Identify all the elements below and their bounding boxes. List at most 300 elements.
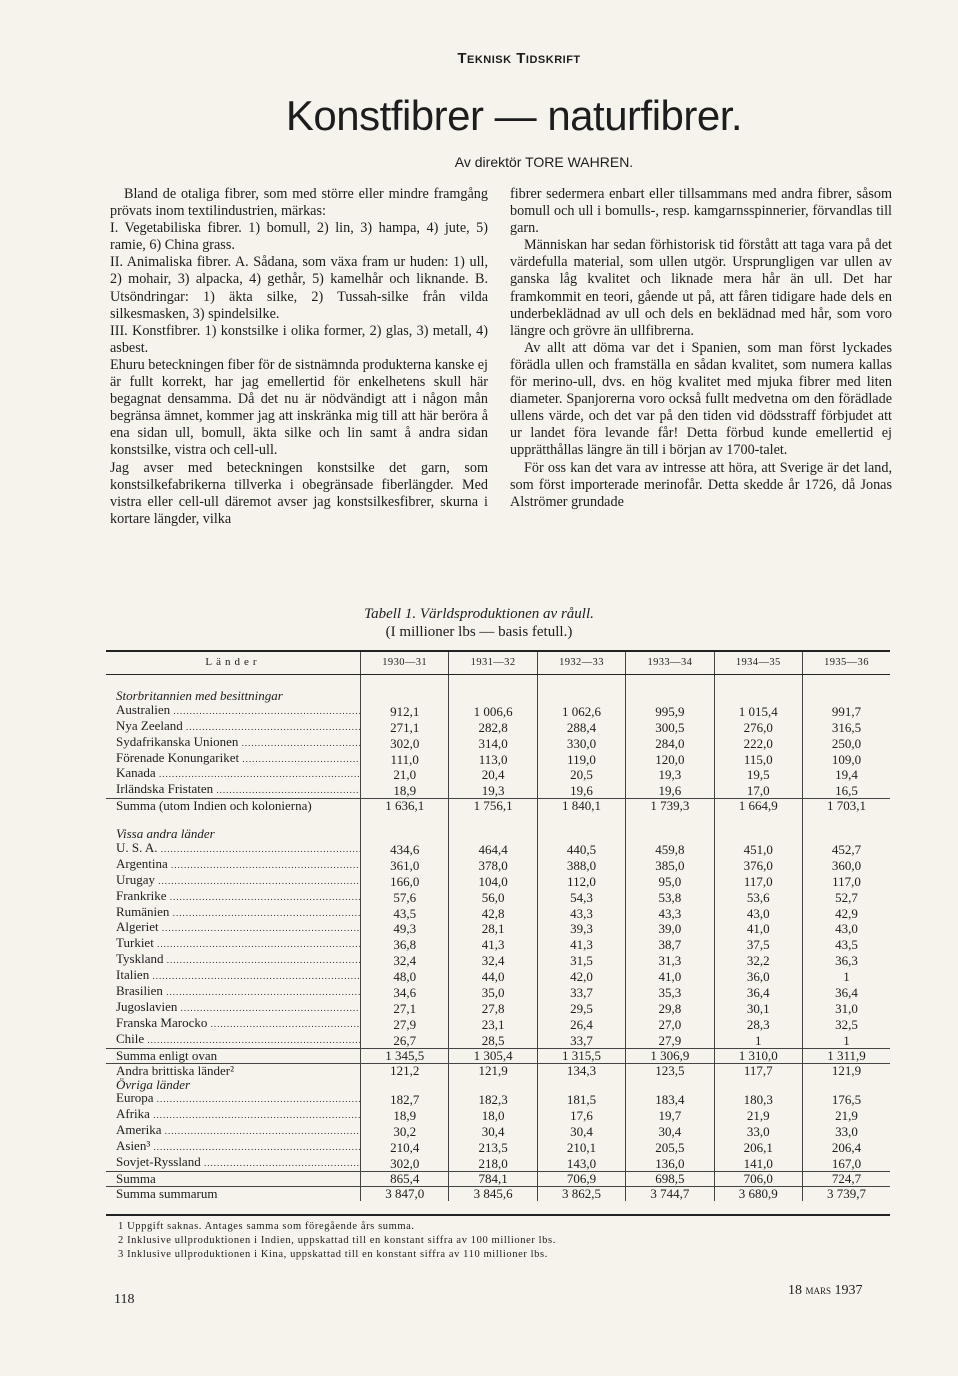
- value-cell: 113,0: [449, 751, 537, 767]
- value-cell: 459,8: [626, 841, 714, 857]
- row-label: [106, 1139, 361, 1155]
- value-cell: 206,1: [714, 1139, 802, 1155]
- issue-date-year: 1937: [834, 1283, 863, 1298]
- empty-cell: [449, 1078, 537, 1092]
- value-cell: 43,5: [802, 936, 890, 952]
- value-cell: 27,0: [626, 1016, 714, 1032]
- row-label: [106, 782, 361, 798]
- value-cell: 865,4: [361, 1171, 449, 1186]
- table-row: [106, 766, 890, 782]
- table-sum-row: [106, 799, 890, 813]
- value-cell: 1 311,9: [802, 1048, 890, 1063]
- value-cell: 1 310,0: [714, 1048, 802, 1063]
- value-cell: 19,7: [626, 1107, 714, 1123]
- row-label-text: Urugay .....: [116, 873, 361, 887]
- table-row: [106, 1139, 890, 1155]
- value-cell: 43,5: [361, 905, 449, 921]
- value-cell: 991,7: [802, 703, 890, 719]
- footnotes: [118, 1220, 818, 1262]
- article-author: Av direktör TORE WAHREN.: [454, 154, 634, 170]
- value-cell: 464,4: [449, 841, 537, 857]
- value-cell: 250,0: [802, 735, 890, 751]
- empty-cell: [714, 813, 802, 827]
- value-cell: 23,1: [449, 1016, 537, 1032]
- row-label-text: Asien³ .....: [116, 1139, 361, 1153]
- value-cell: 115,0: [714, 751, 802, 767]
- group-heading: Vissa andra länder: [116, 826, 215, 842]
- table-caption-title: Världsproduktionen av råull.: [419, 606, 594, 622]
- footnote: 3 Inklusive ullproduktionen i Kina, uppskattad till en konstant siffra av 110 millioner lbs.: [118, 1249, 548, 1260]
- row-label: [106, 1000, 361, 1016]
- row-label: [106, 1107, 361, 1123]
- row-label: [106, 703, 361, 719]
- value-cell: 706,9: [537, 1171, 625, 1186]
- value-cell: 21,9: [802, 1107, 890, 1123]
- row-label: [106, 936, 361, 952]
- value-cell: 1 305,4: [449, 1048, 537, 1063]
- row-label: [106, 857, 361, 873]
- value-cell: 36,3: [802, 952, 890, 968]
- paragraph: Ehuru beteckningen fiber för de sistnämnda produkterna kanske ej är fullt korrekt, har jag emellertid för enkelhetens skull här begagnat densamma. Då det nu är nödvändigt att i någon mån begränsa ämnet, kommer jag att inskränka mig till att här beröra å ena sidan ull, bomull, äkta silke och lin samt å andra sidan konstsilke, vistra och cell-ull.: [110, 356, 488, 459]
- value-cell: 30,1: [714, 1000, 802, 1016]
- left-column: [110, 186, 488, 528]
- empty-cell: [802, 827, 890, 841]
- row-label: [106, 1091, 361, 1107]
- value-cell: 36,4: [802, 984, 890, 1000]
- value-cell: 35,0: [449, 984, 537, 1000]
- value-cell: 121,9: [449, 1063, 537, 1077]
- empty-cell: [449, 675, 537, 689]
- value-cell: 41,0: [714, 920, 802, 936]
- paragraph: Bland de otaliga fibrer, som med större eller mindre framgång prövats inom textilindustrien, märkas:: [110, 186, 488, 220]
- table-row: [106, 841, 890, 857]
- value-cell: 52,7: [802, 889, 890, 905]
- row-label: [106, 841, 361, 857]
- row-label-text: Amerika .....: [116, 1123, 361, 1137]
- issue-date-day: 18: [788, 1283, 802, 1298]
- value-cell: 41,0: [626, 968, 714, 984]
- empty-cell: [106, 813, 361, 827]
- value-cell: 376,0: [714, 857, 802, 873]
- row-label: [106, 968, 361, 984]
- value-cell: 27,9: [361, 1016, 449, 1032]
- right-column: [510, 186, 892, 511]
- value-cell: 1 015,4: [714, 703, 802, 719]
- value-cell: 282,8: [449, 719, 537, 735]
- column-header-year: 1933—34: [626, 651, 714, 675]
- value-cell: 30,2: [361, 1123, 449, 1139]
- table-row: [106, 1123, 890, 1139]
- value-cell: 141,0: [714, 1155, 802, 1171]
- table-row: [106, 703, 890, 719]
- row-label-text: Sydafrikanska Unionen .....: [116, 735, 361, 749]
- row-label: [106, 1155, 361, 1171]
- value-cell: 42,9: [802, 905, 890, 921]
- empty-cell: [537, 827, 625, 841]
- value-cell: 19,3: [449, 782, 537, 798]
- value-cell: 18,9: [361, 782, 449, 798]
- empty-cell: [537, 813, 625, 827]
- table-row: [106, 873, 890, 889]
- wool-production-table: [106, 650, 890, 1201]
- row-label: [106, 1171, 361, 1186]
- value-cell: 167,0: [802, 1155, 890, 1171]
- value-cell: 210,1: [537, 1139, 625, 1155]
- empty-cell: [361, 813, 449, 827]
- value-cell: 330,0: [537, 735, 625, 751]
- value-cell: 284,0: [626, 735, 714, 751]
- table-spacer: [106, 813, 890, 827]
- value-cell: 33,7: [537, 984, 625, 1000]
- value-cell: 43,0: [802, 920, 890, 936]
- value-cell: 17,0: [714, 782, 802, 798]
- table-row: [106, 905, 890, 921]
- paragraph: Jag avser med beteckningen konstsilke det garn, som konstsilkefabrikerna tillverka i obegränsade fiberlängder. Med vistra eller cell-ull däremot avser jag konstsilkesfibrer, skurna i kortare längder, vilka: [110, 459, 488, 527]
- value-cell: 3 847,0: [361, 1186, 449, 1200]
- table-caption-sub: (I millioner lbs — basis fetull.): [385, 624, 573, 640]
- group-heading: Övriga länder: [116, 1076, 191, 1092]
- value-cell: 31,3: [626, 952, 714, 968]
- value-cell: 35,3: [626, 984, 714, 1000]
- value-cell: 18,0: [449, 1107, 537, 1123]
- value-cell: 117,7: [714, 1063, 802, 1077]
- value-cell: 43,0: [714, 905, 802, 921]
- row-label: [106, 952, 361, 968]
- value-cell: 288,4: [537, 719, 625, 735]
- empty-cell: [802, 1078, 890, 1092]
- value-cell: 32,4: [449, 952, 537, 968]
- value-cell: 112,0: [537, 873, 625, 889]
- row-label-text: Sovjet-Ryssland .....: [116, 1155, 361, 1169]
- row-label-text: Chile .....: [116, 1032, 361, 1046]
- value-cell: 27,8: [449, 1000, 537, 1016]
- value-cell: 36,8: [361, 936, 449, 952]
- table-row: [106, 920, 890, 936]
- value-cell: 360,0: [802, 857, 890, 873]
- empty-cell: [802, 813, 890, 827]
- value-cell: 1 739,3: [626, 799, 714, 813]
- value-cell: 48,0: [361, 968, 449, 984]
- value-cell: 3 680,9: [714, 1186, 802, 1200]
- value-cell: 134,3: [537, 1063, 625, 1077]
- table-row: [106, 1032, 890, 1048]
- row-label-text: Europa .....: [116, 1091, 361, 1105]
- empty-cell: [449, 813, 537, 827]
- value-cell: 32,4: [361, 952, 449, 968]
- value-cell: 440,5: [537, 841, 625, 857]
- issue-date: [788, 1282, 863, 1299]
- value-cell: 302,0: [361, 1155, 449, 1171]
- footnote: 2 Inklusive ullproduktionen i Indien, uppskattad till en konstant siffra av 100 millioner lbs.: [118, 1235, 556, 1246]
- empty-cell: [626, 689, 714, 703]
- value-cell: 19,4: [802, 766, 890, 782]
- column-header-year: 1931—32: [449, 651, 537, 675]
- value-cell: 143,0: [537, 1155, 625, 1171]
- row-label: [106, 766, 361, 782]
- paragraph: För oss kan det vara av intresse att höra, att Sverige är det land, som först importerade merinofår. Detta skedde år 1726, då Jonas Alströmer grundade: [510, 459, 892, 510]
- value-cell: 117,0: [714, 873, 802, 889]
- empty-cell: [626, 675, 714, 689]
- value-cell: 1: [802, 968, 890, 984]
- empty-cell: [537, 689, 625, 703]
- table-row: [106, 968, 890, 984]
- value-cell: 1 756,1: [449, 799, 537, 813]
- row-label-text: Jugoslavien .....: [116, 1000, 361, 1014]
- value-cell: 182,3: [449, 1091, 537, 1107]
- table-caption: [0, 605, 958, 641]
- value-cell: 117,0: [802, 873, 890, 889]
- value-cell: 37,5: [714, 936, 802, 952]
- value-cell: 57,6: [361, 889, 449, 905]
- row-label-text: Irländska Fristaten .....: [116, 782, 361, 796]
- table-sum-row: [106, 1048, 890, 1063]
- value-cell: 314,0: [449, 735, 537, 751]
- value-cell: 27,1: [361, 1000, 449, 1016]
- row-label-text: Italien .....: [116, 968, 361, 982]
- value-cell: 176,5: [802, 1091, 890, 1107]
- table-caption-prefix: Tabell 1.: [364, 606, 417, 622]
- value-cell: 302,0: [361, 735, 449, 751]
- empty-cell: [626, 1078, 714, 1092]
- row-label-text: Brasilien .....: [116, 984, 361, 998]
- row-label: [106, 873, 361, 889]
- empty-cell: [449, 827, 537, 841]
- value-cell: 26,7: [361, 1032, 449, 1048]
- row-label-text: Summa: [116, 1171, 156, 1186]
- value-cell: 120,0: [626, 751, 714, 767]
- value-cell: 1 664,9: [714, 799, 802, 813]
- value-cell: 30,4: [449, 1123, 537, 1139]
- group-heading: Storbritannien med besittningar: [116, 687, 283, 703]
- row-label: [106, 905, 361, 921]
- column-header-year: 1934—35: [714, 651, 802, 675]
- value-cell: 784,1: [449, 1171, 537, 1186]
- value-cell: 213,5: [449, 1139, 537, 1155]
- column-header-countries: Länder: [106, 651, 361, 675]
- table-row: [106, 1091, 890, 1107]
- value-cell: 28,3: [714, 1016, 802, 1032]
- value-cell: 42,0: [537, 968, 625, 984]
- paragraph: fibrer sedermera enbart eller tillsammans med andra fibrer, såsom bomull och ull i bomulls-, resp. kamgarnsspinnerier, förvandlas till garn.: [510, 186, 892, 237]
- value-cell: 724,7: [802, 1171, 890, 1186]
- issue-date-month: mars: [805, 1282, 832, 1297]
- table-row: [106, 889, 890, 905]
- value-cell: 136,0: [626, 1155, 714, 1171]
- value-cell: 182,7: [361, 1091, 449, 1107]
- table-spacer: [106, 675, 890, 689]
- value-cell: 27,9: [626, 1032, 714, 1048]
- row-label: [106, 1048, 361, 1063]
- table-bottom-rule: [106, 1214, 890, 1216]
- value-cell: 166,0: [361, 873, 449, 889]
- value-cell: 698,5: [626, 1171, 714, 1186]
- value-cell: 388,0: [537, 857, 625, 873]
- value-cell: 44,0: [449, 968, 537, 984]
- value-cell: 29,8: [626, 1000, 714, 1016]
- row-label-text: U. S. A. .....: [116, 841, 361, 855]
- value-cell: 43,3: [626, 905, 714, 921]
- table-row: [106, 857, 890, 873]
- article-title: Konstfibrer — naturfibrer.: [285, 92, 743, 139]
- value-cell: 17,6: [537, 1107, 625, 1123]
- value-cell: 28,5: [449, 1032, 537, 1048]
- empty-cell: [802, 675, 890, 689]
- row-label: [106, 1032, 361, 1048]
- column-header-year: 1930—31: [361, 651, 449, 675]
- value-cell: 18,9: [361, 1107, 449, 1123]
- value-cell: 43,3: [537, 905, 625, 921]
- value-cell: 28,1: [449, 920, 537, 936]
- row-label-text: Summa enligt ovan: [116, 1048, 218, 1063]
- value-cell: 3 744,7: [626, 1186, 714, 1200]
- value-cell: 218,0: [449, 1155, 537, 1171]
- table-group-heading-row: [106, 827, 890, 841]
- value-cell: 32,2: [714, 952, 802, 968]
- value-cell: 39,0: [626, 920, 714, 936]
- table-sum-row: [106, 1063, 890, 1077]
- value-cell: 180,3: [714, 1091, 802, 1107]
- page-number: 118: [114, 1292, 135, 1307]
- row-label-text: Summa summarum: [116, 1186, 218, 1201]
- value-cell: 53,6: [714, 889, 802, 905]
- value-cell: 109,0: [802, 751, 890, 767]
- table-group-heading-row: [106, 1078, 890, 1092]
- value-cell: 123,5: [626, 1063, 714, 1077]
- value-cell: 19,5: [714, 766, 802, 782]
- value-cell: 30,4: [537, 1123, 625, 1139]
- value-cell: 95,0: [626, 873, 714, 889]
- journal-name: Teknisk Tidskrift: [457, 50, 581, 67]
- empty-cell: [714, 689, 802, 703]
- empty-cell: [626, 813, 714, 827]
- empty-cell: [714, 675, 802, 689]
- row-label-text: Rumänien .....: [116, 905, 361, 919]
- value-cell: 29,5: [537, 1000, 625, 1016]
- value-cell: 53,8: [626, 889, 714, 905]
- empty-cell: [106, 675, 361, 689]
- table-sum-row: [106, 1171, 890, 1186]
- value-cell: 16,5: [802, 782, 890, 798]
- row-label: [106, 751, 361, 767]
- empty-cell: [714, 1078, 802, 1092]
- value-cell: 121,2: [361, 1063, 449, 1077]
- value-cell: 210,4: [361, 1139, 449, 1155]
- value-cell: 385,0: [626, 857, 714, 873]
- value-cell: 33,0: [802, 1123, 890, 1139]
- column-header-year: 1935—36: [802, 651, 890, 675]
- value-cell: 3 739,7: [802, 1186, 890, 1200]
- paragraph: Av allt att döma var det i Spanien, som man först lyckades förädla ullen och framställa en sådan kvalitet, som numera kallas för merino-ull, dvs. en hög kvalitet med mjuka fibrer med liten diameter. Spanjorerna voro också fullt medvetna om den förädlade ullens värde, och det var på den tiden vid dödsstraff förbjudet att ur landet föra levande får! Detta förbud kunde emellertid ej upprätthållas längre än till i början av 1700-talet.: [510, 339, 892, 459]
- value-cell: 452,7: [802, 841, 890, 857]
- paragraph: Människan har sedan förhistorisk tid förstått att taga vara på det värdefulla material, som ullen utgör. Ursprungligen var ullen av ganska låg kvalitet och liknade mera hår än ull. Det har framkommit en teori, gående ut på, att fåren tidigare hade dels en underbeklädnad av ull och dels en beklädnad med hår, som voro längre och grövre än ullfibrerna.: [510, 237, 892, 339]
- value-cell: 1 306,9: [626, 1048, 714, 1063]
- row-label-text: Afrika .....: [116, 1107, 361, 1121]
- table-row: [106, 1000, 890, 1016]
- row-label-text: Turkiet .....: [116, 936, 361, 950]
- table-row: [106, 719, 890, 735]
- row-label: [106, 889, 361, 905]
- row-label: [106, 920, 361, 936]
- empty-cell: [537, 675, 625, 689]
- table-row: [106, 1107, 890, 1123]
- value-cell: 1: [802, 1032, 890, 1048]
- value-cell: 222,0: [714, 735, 802, 751]
- value-cell: 1 345,5: [361, 1048, 449, 1063]
- empty-cell: [361, 675, 449, 689]
- row-label: [106, 799, 361, 813]
- value-cell: 316,5: [802, 719, 890, 735]
- empty-cell: [537, 1078, 625, 1092]
- row-label: [106, 1016, 361, 1032]
- row-label-text: Frankrike .....: [116, 889, 361, 903]
- table-row: [106, 1155, 890, 1171]
- row-label: [106, 719, 361, 735]
- value-cell: 181,5: [537, 1091, 625, 1107]
- value-cell: 205,5: [626, 1139, 714, 1155]
- empty-cell: [361, 1078, 449, 1092]
- row-label: [106, 984, 361, 1000]
- row-label: [106, 735, 361, 751]
- row-label-text: Algeriet .....: [116, 920, 361, 934]
- value-cell: 20,5: [537, 766, 625, 782]
- value-cell: 3 845,6: [449, 1186, 537, 1200]
- value-cell: 378,0: [449, 857, 537, 873]
- row-label-text: Nya Zeeland .....: [116, 719, 361, 733]
- row-label-text: Andra brittiska länder²: [116, 1063, 234, 1078]
- table-row: [106, 735, 890, 751]
- value-cell: 19,6: [537, 782, 625, 798]
- value-cell: 36,4: [714, 984, 802, 1000]
- empty-cell: [802, 689, 890, 703]
- value-cell: 31,0: [802, 1000, 890, 1016]
- value-cell: 19,6: [626, 782, 714, 798]
- value-cell: 56,0: [449, 889, 537, 905]
- empty-cell: [361, 689, 449, 703]
- table-sum-row: [106, 1186, 890, 1200]
- value-cell: 49,3: [361, 920, 449, 936]
- empty-cell: [626, 827, 714, 841]
- table-header-row: [106, 651, 890, 675]
- value-cell: 32,5: [802, 1016, 890, 1032]
- value-cell: 41,3: [537, 936, 625, 952]
- value-cell: 39,3: [537, 920, 625, 936]
- table-group-heading-row: [106, 689, 890, 703]
- paragraph: I. Vegetabiliska fibrer. 1) bomull, 2) lin, 3) hampa, 4) jute, 5) ramie, 6) China grass.: [110, 220, 488, 254]
- footnote: 1 Uppgift saknas. Antages samma som föregående års summa.: [118, 1221, 415, 1232]
- table-row: [106, 782, 890, 798]
- value-cell: 20,4: [449, 766, 537, 782]
- value-cell: 1 703,1: [802, 799, 890, 813]
- value-cell: 33,7: [537, 1032, 625, 1048]
- value-cell: 1 062,6: [537, 703, 625, 719]
- value-cell: 31,5: [537, 952, 625, 968]
- value-cell: 104,0: [449, 873, 537, 889]
- row-label-text: Australien .....: [116, 703, 361, 717]
- value-cell: 119,0: [537, 751, 625, 767]
- empty-cell: [449, 689, 537, 703]
- value-cell: 30,4: [626, 1123, 714, 1139]
- row-label-text: Argentina .....: [116, 857, 361, 871]
- value-cell: 3 862,5: [537, 1186, 625, 1200]
- row-label: [106, 1063, 361, 1077]
- value-cell: 41,3: [449, 936, 537, 952]
- value-cell: 26,4: [537, 1016, 625, 1032]
- value-cell: 206,4: [802, 1139, 890, 1155]
- value-cell: 33,0: [714, 1123, 802, 1139]
- row-label: [106, 1186, 361, 1200]
- paragraph: II. Animaliska fibrer. A. Sådana, som växa fram ur huden: 1) ull, 2) mohair, 3) alpacka, 4) gethår, 5) kamelhår och liknande. B. Utsöndringar: 1) äkta silke, 2) Tussah-silke från vilda silkesmasken, 3) spindelsilke.: [110, 254, 488, 322]
- table-row: [106, 1016, 890, 1032]
